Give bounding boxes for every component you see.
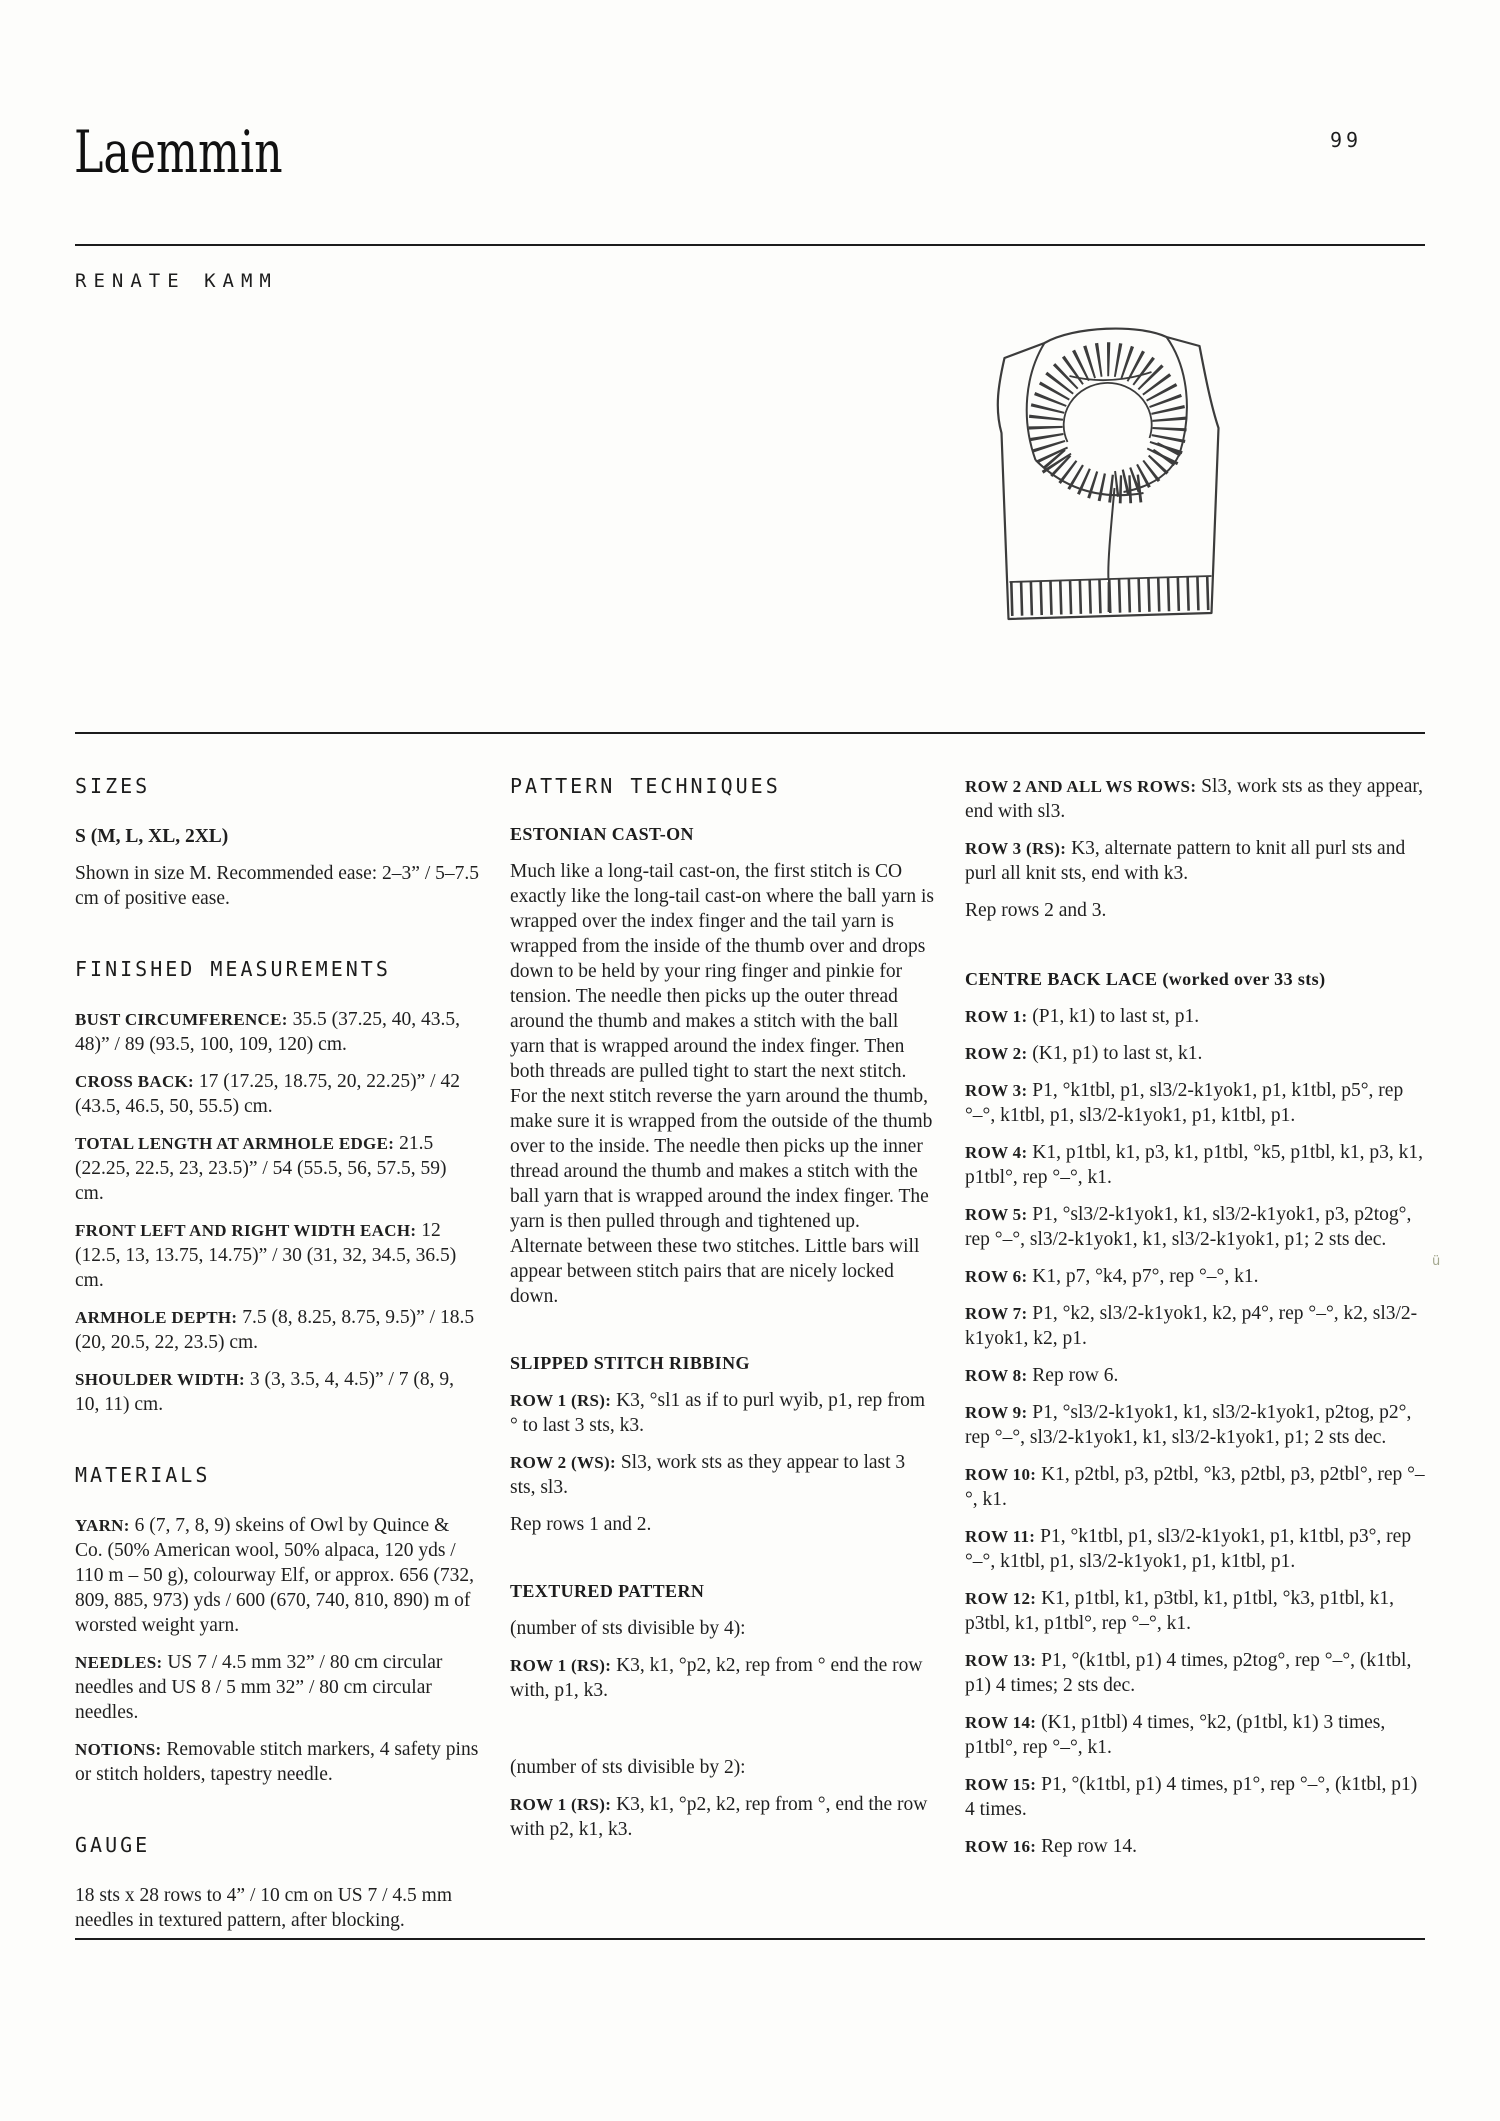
estonian-cast-on-block <box>510 824 935 1309</box>
entry-text: 7.5 (8, 8.25, 8.75, 9.5)” / 18.5 (20, 20.5, 22, 23.5) cm. <box>75 1307 475 1353</box>
entry-text: K1, p1tbl, k1, p3, k1, p1tbl, °k5, p1tbl, k1, p3, k1, p1tbl°, rep °–°, k1. <box>965 1142 1424 1188</box>
estonian-cast-on-subheading: ESTONIAN CAST-ON <box>510 824 694 844</box>
entry-text: K3, k1, °p2, k2, rep from ° end the row with, p1, k3. <box>510 1655 923 1701</box>
slipped-stitch-ribbing-subheading: SLIPPED STITCH RIBBING <box>510 1353 750 1373</box>
entry-text: K1, p2tbl, p3, p2tbl, °k3, p2tbl, p3, p2tbl°, rep °–°, k1. <box>965 1464 1425 1510</box>
entry-label: ROW 3: <box>965 1081 1028 1100</box>
entry-label: ROW 4: <box>965 1143 1028 1162</box>
entry-label: ROW 1: <box>965 1007 1028 1026</box>
entry-text: K3, k1, °p2, k2, rep from °, end the row with p2, k1, k3. <box>510 1794 928 1840</box>
pattern-entry <box>965 1004 1425 1029</box>
section-sizes <box>75 774 480 911</box>
entry-label: ROW 1 (RS): <box>510 1795 612 1814</box>
entry-label: ROW 1 (RS): <box>510 1391 612 1410</box>
section-materials <box>75 1463 480 1787</box>
pattern-entry <box>965 1400 1425 1450</box>
entry-label: ROW 5: <box>965 1205 1028 1224</box>
entry-text: P1, °sl3/2-k1yok1, k1, sl3/2-k1yok1, p2tog, p2°, rep °–°, sl3/2-k1yok1, k1, sl3/2-k1yok1, p1; 2 sts dec. <box>965 1402 1412 1448</box>
entry-label: YARN: <box>75 1516 130 1535</box>
entry-label: FRONT LEFT AND RIGHT WIDTH EACH: <box>75 1221 417 1240</box>
entry-text: P1, °(k1tbl, p1) 4 times, p1°, rep °–°, (k1tbl, p1) 4 times. <box>965 1774 1418 1820</box>
entry-text: K1, p1tbl, k1, p3tbl, k1, p1tbl, °k3, p1tbl, k1, p3tbl, k1, p1tbl°, rep °–°, k1. <box>965 1588 1394 1634</box>
entry-text: (K1, p1tbl) 4 times, °k2, (p1tbl, k1) 3 times, p1tbl°, rep °–°, k1. <box>965 1712 1386 1758</box>
pattern-techniques-heading: PATTERN TECHNIQUES <box>510 774 781 798</box>
page-edge-artifact: ü <box>1432 1254 1441 1269</box>
pattern-entry <box>965 1524 1425 1574</box>
entry-text: (number of sts divisible by 2): <box>510 1757 746 1778</box>
entry-label: SHOULDER WIDTH: <box>75 1370 245 1389</box>
pattern-entry <box>965 1462 1425 1512</box>
entry-label: ROW 14: <box>965 1713 1037 1732</box>
ribbing-continued-entries <box>965 774 1425 923</box>
section-finished-measurements <box>75 957 480 1417</box>
slipped-stitch-ribbing-entries <box>510 1388 935 1537</box>
pattern-entry <box>965 1041 1425 1066</box>
entry-label: BUST CIRCUMFERENCE: <box>75 1010 288 1029</box>
entry-text: (number of sts divisible by 4): <box>510 1618 746 1639</box>
entry-label: ROW 13: <box>965 1651 1037 1670</box>
entry-label: ROW 2 (WS): <box>510 1453 616 1472</box>
section-centre-back-lace <box>965 969 1425 1859</box>
entry-label: ROW 7: <box>965 1304 1028 1323</box>
author-name: RENATE KAMM <box>75 270 278 292</box>
entry-label: ROW 6: <box>965 1267 1028 1286</box>
entry-text: 35.5 (37.25, 40, 43.5, 48)” / 89 (93.5, 100, 109, 120) cm. <box>75 1009 460 1055</box>
section-gauge <box>75 1833 480 1933</box>
textured-pattern-entries <box>510 1616 935 1842</box>
entry-text: K3, °sl1 as if to purl wyib, p1, rep from ° to last 3 sts, k3. <box>510 1390 926 1436</box>
entry-text: P1, °(k1tbl, p1) 4 times, p2tog°, rep °–°, (k1tbl, p1) 4 times; 2 sts dec. <box>965 1650 1412 1696</box>
column-left <box>75 768 480 1945</box>
entry-label: ROW 8: <box>965 1366 1028 1385</box>
estonian-cast-on-entries <box>510 859 935 1309</box>
entry-text: 17 (17.25, 18.75, 20, 22.25)” / 42 (43.5, 46.5, 50, 55.5) cm. <box>75 1071 460 1117</box>
entry-text: Rep rows 2 and 3. <box>965 900 1107 921</box>
pattern-entry <box>510 1792 935 1842</box>
page-number: 99 <box>1330 128 1363 152</box>
pattern-entry <box>75 1069 480 1119</box>
pattern-entry <box>75 1218 480 1293</box>
pattern-entry <box>965 1078 1425 1128</box>
text-paragraph <box>510 1755 935 1780</box>
entry-label: ROW 12: <box>965 1589 1037 1608</box>
textured-pattern-block <box>510 1581 935 1842</box>
sizes-heading: SIZES <box>75 774 151 798</box>
entry-text: P1, °sl3/2-k1yok1, k1, sl3/2-k1yok1, p3, p2tog°, rep °–°, sl3/2-k1yok1, k1, sl3/2-k1yok1, p1; 2 sts dec. <box>965 1204 1412 1250</box>
entry-label: ROW 16: <box>965 1837 1037 1856</box>
text-paragraph <box>510 859 935 1309</box>
entry-label: ROW 2 AND ALL WS ROWS: <box>965 777 1197 796</box>
finished-measurements-heading: FINISHED MEASUREMENTS <box>75 957 391 981</box>
entry-label: ROW 11: <box>965 1527 1036 1546</box>
text-paragraph <box>75 1883 480 1933</box>
entry-label: ROW 10: <box>965 1465 1037 1484</box>
materials-heading: MATERIALS <box>75 1463 211 1487</box>
pattern-entry <box>75 1650 480 1725</box>
pattern-entry <box>75 1513 480 1638</box>
entry-text: Rep rows 1 and 2. <box>510 1514 652 1535</box>
entry-text: Sl3, work sts as they appear, end with sl3. <box>965 776 1423 822</box>
pattern-entry <box>965 1363 1425 1388</box>
entry-text: US 7 / 4.5 mm 32” / 80 cm circular needles and US 8 / 5 mm 32” / 80 cm circular needles. <box>75 1652 443 1723</box>
content-bottom-rule <box>75 1938 1425 1940</box>
entry-label: NOTIONS: <box>75 1740 162 1759</box>
entry-label: NEEDLES: <box>75 1653 163 1672</box>
text-paragraph <box>75 861 480 911</box>
pattern-entry <box>965 1264 1425 1289</box>
entry-text: P1, °k2, sl3/2-k1yok1, k2, p4°, rep °–°, k2, sl3/2-k1yok1, k2, p1. <box>965 1303 1418 1349</box>
entry-label: ARMHOLE DEPTH: <box>75 1308 238 1327</box>
vest-illustration <box>955 312 1260 652</box>
pattern-entry <box>965 1772 1425 1822</box>
centre-back-lace-entries <box>965 1004 1425 1859</box>
pattern-entry <box>965 1834 1425 1859</box>
column-right <box>965 768 1425 1945</box>
section-pattern-techniques <box>510 774 935 1842</box>
centre-back-lace-subheading: CENTRE BACK LACE (worked over 33 sts) <box>965 969 1326 989</box>
entry-text: Rep row 14. <box>1036 1836 1137 1857</box>
entry-label: ROW 1 (RS): <box>510 1656 612 1675</box>
pattern-entry <box>510 1388 935 1438</box>
entry-text: Rep row 6. <box>1027 1365 1119 1386</box>
page-title: Laemmin <box>74 118 283 187</box>
entry-text: P1, °k1tbl, p1, sl3/2-k1yok1, p1, k1tbl, p3°, rep °–°, k1tbl, p1, sl3/2-k1yok1, p1, k1tbl, p1. <box>965 1526 1412 1572</box>
pattern-entry <box>965 1140 1425 1190</box>
pattern-entry <box>965 1710 1425 1760</box>
pattern-entry <box>510 1450 935 1500</box>
entry-text: 12 (12.5, 13, 13.75, 14.75)” / 30 (31, 32, 34.5, 36.5) cm. <box>75 1220 457 1291</box>
entry-label: ROW 9: <box>965 1403 1028 1422</box>
header-rule <box>75 244 1425 246</box>
entry-text: (K1, p1) to last st, k1. <box>1027 1043 1203 1064</box>
entry-text: Removable stitch markers, 4 safety pins or stitch holders, tapestry needle. <box>75 1739 479 1785</box>
text-paragraph <box>510 1616 935 1641</box>
sizes-entries <box>75 824 480 911</box>
pattern-entry <box>965 1202 1425 1252</box>
pattern-entry <box>75 1131 480 1206</box>
pattern-entry <box>75 1737 480 1787</box>
column-middle <box>510 768 935 1945</box>
pattern-entry <box>965 1301 1425 1351</box>
entry-text: K1, p7, °k4, p7°, rep °–°, k1. <box>1027 1266 1259 1287</box>
pattern-entry <box>510 1653 935 1703</box>
entry-label: TOTAL LENGTH AT ARMHOLE EDGE: <box>75 1134 395 1153</box>
pattern-entry <box>965 1648 1425 1698</box>
content-columns <box>75 768 1425 1945</box>
gauge-heading: GAUGE <box>75 1833 151 1857</box>
content-top-rule <box>75 732 1425 734</box>
pattern-entry <box>75 1367 480 1417</box>
slipped-stitch-ribbing-block <box>510 1353 935 1537</box>
entry-text: 21.5 (22.25, 22.5, 23, 23.5)” / 54 (55.5, 56, 57.5, 59) cm. <box>75 1133 447 1204</box>
text-paragraph <box>510 1512 935 1537</box>
pattern-entry <box>965 1586 1425 1636</box>
entry-text: Sl3, work sts as they appear to last 3 sts, sl3. <box>510 1452 906 1498</box>
entry-text: 3 (3, 3.5, 4, 4.5)” / 7 (8, 9, 10, 11) cm. <box>75 1369 455 1415</box>
entry-text: Much like a long-tail cast-on, the first stitch is CO exactly like the long-tail cast-on where the ball yarn is wrapped over the index finger and the tail yarn is wrapped from the inside of the thumb over and drops down to be held by your ring finger and pinkie for tension. The needle then picks up the outer thread around the thumb and makes a stitch with the ball yarn that is wrapped around the index finger. Then both threads are pulled tight to start the next stitch. For the next stitch reverse the yarn around the thumb, make sure it is wrapped from the outside of the thumb over to the inside. The needle then picks up the inner thread around the thumb and makes a stitch with the ball yarn that is wrapped around the index finger. The yarn is then pulled through and tightened up. Alternate between these two stitches. Little bars will appear between stitch pairs that are nicely locked down. <box>510 861 934 1307</box>
entry-label: ROW 15: <box>965 1775 1037 1794</box>
pattern-entry <box>75 1007 480 1057</box>
section-ribbing-continued <box>965 774 1425 923</box>
gauge-entries <box>75 1883 480 1933</box>
entry-text: 6 (7, 7, 8, 9) skeins of Owl by Quince & Co. (50% American wool, 50% alpaca, 120 yds / 110 m – 50 g), colourway Elf, or approx. 656 (732, 809, 885, 973) yds / 600 (670, 740, 810, 890) m of worsted weight yarn. <box>75 1515 474 1636</box>
entry-text: P1, °k1tbl, p1, sl3/2-k1yok1, p1, k1tbl, p5°, rep °–°, k1tbl, p1, sl3/2-k1yok1, p1, k1tbl, p1. <box>965 1080 1404 1126</box>
entry-label: CROSS BACK: <box>75 1072 195 1091</box>
textured-pattern-subheading: TEXTURED PATTERN <box>510 1581 705 1601</box>
text-paragraph <box>75 824 480 849</box>
pattern-entry <box>965 836 1425 886</box>
entry-text: 18 sts x 28 rows to 4” / 10 cm on US 7 / 4.5 mm needles in textured pattern, after blocking. <box>75 1885 453 1931</box>
entry-text: S (M, L, XL, 2XL) <box>75 826 229 847</box>
entry-label: ROW 2: <box>965 1044 1028 1063</box>
text-paragraph <box>965 898 1425 923</box>
pattern-entry <box>965 774 1425 824</box>
entry-text: Shown in size M. Recommended ease: 2–3” / 5–7.5 cm of positive ease. <box>75 863 480 909</box>
measurement-entries <box>75 1007 480 1417</box>
entry-label: ROW 3 (RS): <box>965 839 1067 858</box>
pattern-entry <box>75 1305 480 1355</box>
entry-text: (P1, k1) to last st, p1. <box>1027 1006 1200 1027</box>
entry-text: K3, alternate pattern to knit all purl sts and purl all knit sts, end with k3. <box>965 838 1406 884</box>
materials-entries <box>75 1513 480 1787</box>
